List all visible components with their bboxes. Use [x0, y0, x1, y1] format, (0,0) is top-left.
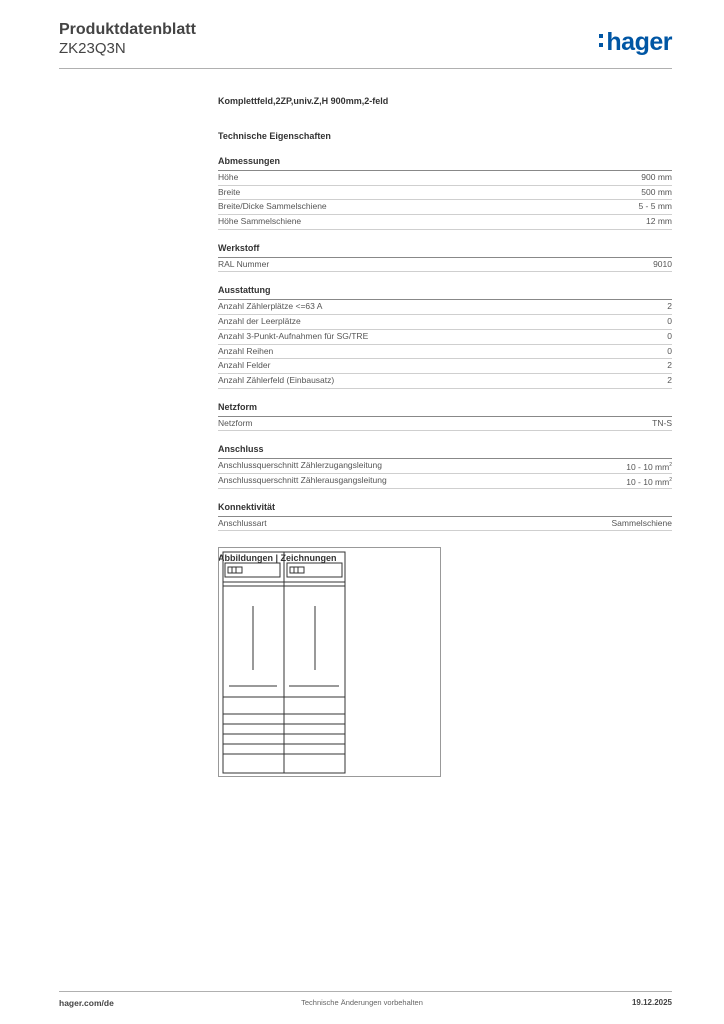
- property-value: 5 - 5 mm: [638, 201, 672, 212]
- property-label: Anschlussquerschnitt Zählerzugangsleitung: [218, 460, 382, 471]
- property-row: [218, 258, 672, 273]
- property-label: Anzahl 3-Punkt-Aufnahmen für SG/TRE: [218, 330, 369, 341]
- property-label: Breite/Dicke Sammelschiene: [218, 201, 327, 212]
- property-value: 2: [667, 301, 672, 312]
- property-row: [218, 330, 672, 345]
- section-title: Ausstattung: [218, 285, 672, 300]
- property-label: Höhe Sammelschiene: [218, 216, 302, 227]
- unit-superscript: 2: [669, 462, 672, 469]
- property-value: 12 mm: [646, 216, 672, 227]
- technical-drawing: [218, 547, 441, 777]
- datasheet-content: [218, 96, 672, 565]
- property-label: Anzahl Reihen: [218, 345, 274, 356]
- footer-date: 19.12.2025: [631, 998, 672, 1007]
- property-value: TN-S: [652, 417, 672, 428]
- property-value: 2: [667, 360, 672, 371]
- property-row: [218, 186, 672, 201]
- property-label: Netzform: [218, 417, 253, 428]
- property-label: Anzahl Zählerfeld (Einbausatz): [218, 374, 335, 385]
- property-value: 10 - 10 $mm^2$: [626, 462, 672, 473]
- property-label: Breite: [218, 186, 241, 197]
- property-value: 900 mm: [641, 172, 672, 182]
- property-row: [218, 359, 672, 374]
- property-row: [218, 315, 672, 330]
- section-title: Konnektivität: [218, 502, 672, 517]
- document-title: Produktdatenblatt: [59, 21, 196, 38]
- meter-panel-left: [225, 563, 280, 577]
- section-abmessungen: [218, 156, 672, 230]
- property-label: Anschlussart: [218, 517, 267, 528]
- meter-label-right: [290, 567, 304, 573]
- property-row: [218, 417, 672, 432]
- property-label: Anzahl der Leerplätze: [218, 316, 301, 327]
- property-label: Höhe: [218, 172, 239, 182]
- property-label: Anschlussquerschnitt Zählerausgangsleitung: [218, 474, 387, 485]
- figures-heading: Abbildungen | Zeichnungen: [218, 553, 337, 564]
- property-value: 9010: [653, 258, 672, 269]
- footer-website[interactable]: hager.com/de: [59, 998, 114, 1008]
- section-title: Werkstoff: [218, 243, 672, 258]
- footer-notice: Technische Änderungen vorbehalten: [301, 998, 423, 1007]
- section-title: Abmessungen: [218, 156, 672, 171]
- header-divider: [59, 68, 672, 69]
- property-row: [218, 215, 672, 230]
- logo-text: hager: [606, 28, 672, 56]
- section-konnektivität: [218, 502, 672, 532]
- enclosure-drawing: [219, 548, 440, 776]
- property-row: [218, 474, 672, 489]
- technical-properties-heading: Technische Eigenschaften: [218, 131, 331, 141]
- meter-panel-right: [287, 563, 342, 577]
- section-ausstattung: [218, 285, 672, 388]
- property-row: [218, 200, 672, 215]
- property-value: 0: [667, 345, 672, 356]
- section-werkstoff: [218, 243, 672, 273]
- unit-superscript: 2: [669, 476, 672, 483]
- logo-dots-icon: [599, 34, 604, 48]
- section-title: Netzform: [218, 402, 672, 417]
- property-value: 10 - 10 $mm^2$: [626, 476, 672, 487]
- property-row: [218, 345, 672, 360]
- property-value: 2: [667, 374, 672, 385]
- property-label: RAL Nummer: [218, 258, 270, 269]
- property-row: [218, 171, 672, 186]
- property-label: Anzahl Felder: [218, 360, 271, 371]
- article-number: ZK23Q3N: [59, 40, 126, 57]
- hager-logo: [599, 28, 672, 57]
- property-row: [218, 517, 672, 532]
- property-value: Sammelschiene: [611, 517, 672, 528]
- properties-sections: [218, 156, 672, 531]
- property-value: 0: [667, 316, 672, 327]
- property-value: 0: [667, 330, 672, 341]
- section-netzform: [218, 402, 672, 432]
- property-row: [218, 374, 672, 389]
- property-row: [218, 459, 672, 474]
- section-anschluss: [218, 444, 672, 488]
- meter-label-left: [228, 567, 242, 573]
- property-row: [218, 300, 672, 315]
- property-value: 500 mm: [641, 186, 672, 197]
- section-title: Anschluss: [218, 444, 672, 459]
- property-label: Anzahl Zählerplätze <=63 A: [218, 301, 323, 312]
- footer-divider: [59, 991, 672, 992]
- product-name: Komplettfeld,2ZP,univ.Z,H 900mm,2-feld: [218, 96, 389, 106]
